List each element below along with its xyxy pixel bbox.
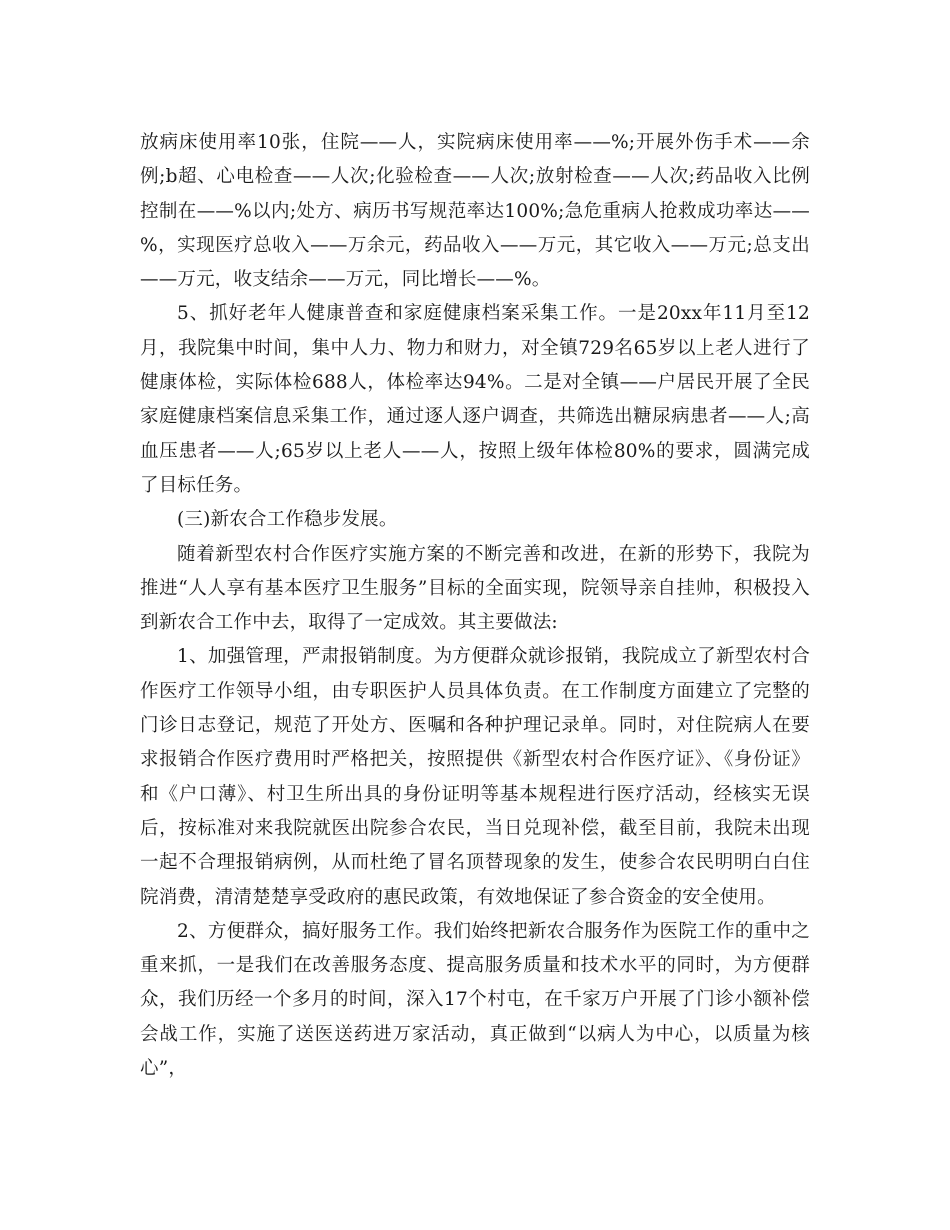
paragraph-convenient-service: 2、方便群众，搞好服务工作。我们始终把新农合服务作为医院工作的重中之重来抓，一是我们在改善服务态度、提高服务质量和技术水平的同时，为方便群众，我们历经一个多月的时间，深入17个村屯，在千家万户开展了门诊小额补偿会战工作，实施了送医送药进万家活动，真正做到“以病人为中心，以质量为核心”， (140, 920, 810, 1080)
paragraph-elderly-health-checkup: 5、抓好老年人健康普查和家庭健康档案采集工作。一是20xx年11月至12月，我院集中时间，集中人力、物力和财力，对全镇729名65岁以上老人进行了健康体检，实际体检688人，体检率达94%。二是对全镇——户居民开展了全民家庭健康档案信息采集工作，通过逐人逐户调查，共筛选出糖尿病患者——人;高血压患者——人;65岁以上老人——人，按照上级年体检80%的要求，圆满完成了目标任务。 (140, 303, 810, 496)
paragraph-rural-cooperative-intro: 随着新型农村合作医疗实施方案的不断完善和改进，在新的形势下，我院为推进“人人享有基本医疗卫生服务”目标的全面实现，院领导亲自挂帅，积极投入到新农合工作中去，取得了一定成效。其主要做法: (140, 543, 810, 634)
paragraph-strengthen-management: 1、加强管理，严肃报销制度。为方便群众就诊报销，我院成立了新型农村合作医疗工作领导小组，由专职医护人员具体负责。在工作制度方面建立了完整的门诊日志登记，规范了开处方、医嘱和各种护理记录单。同时，对住院病人在要求报销合作医疗费用时严格把关，按照提供《新型农村合作医疗证》、《身份证》和《户口薄》、村卫生所出具的身份证明等基本规程进行医疗活动，经核实无误后，按标准对来我院就医出院参合农民，当日兑现补偿，截至目前，我院未出现一起不合理报销病例，从而杜绝了冒名顶替现象的发生，使参合农民明明白白住院消费，清清楚楚享受政府的惠民政策，有效地保证了参合资金的安全使用。 (140, 646, 810, 908)
document-page (140, 126, 810, 1086)
section-heading-rural-cooperative: (三)新农合工作稳步发展。 (177, 509, 398, 531)
paragraph-hospital-statistics: 放病床使用率10张，住院——人，实院病床使用率——%;开展外伤手术——余例;b超、心电检查——人次;化验检查——人次;放射检查——人次;药品收入比例控制在——%以内;处方、病历书写规范率达100%;急危重病人抢救成功率达——%，实现医疗总收入——万余元，药品收入——万元，其它收入——万元;总支出——万元，收支结余——万元，同比增长——%。 (140, 132, 810, 291)
